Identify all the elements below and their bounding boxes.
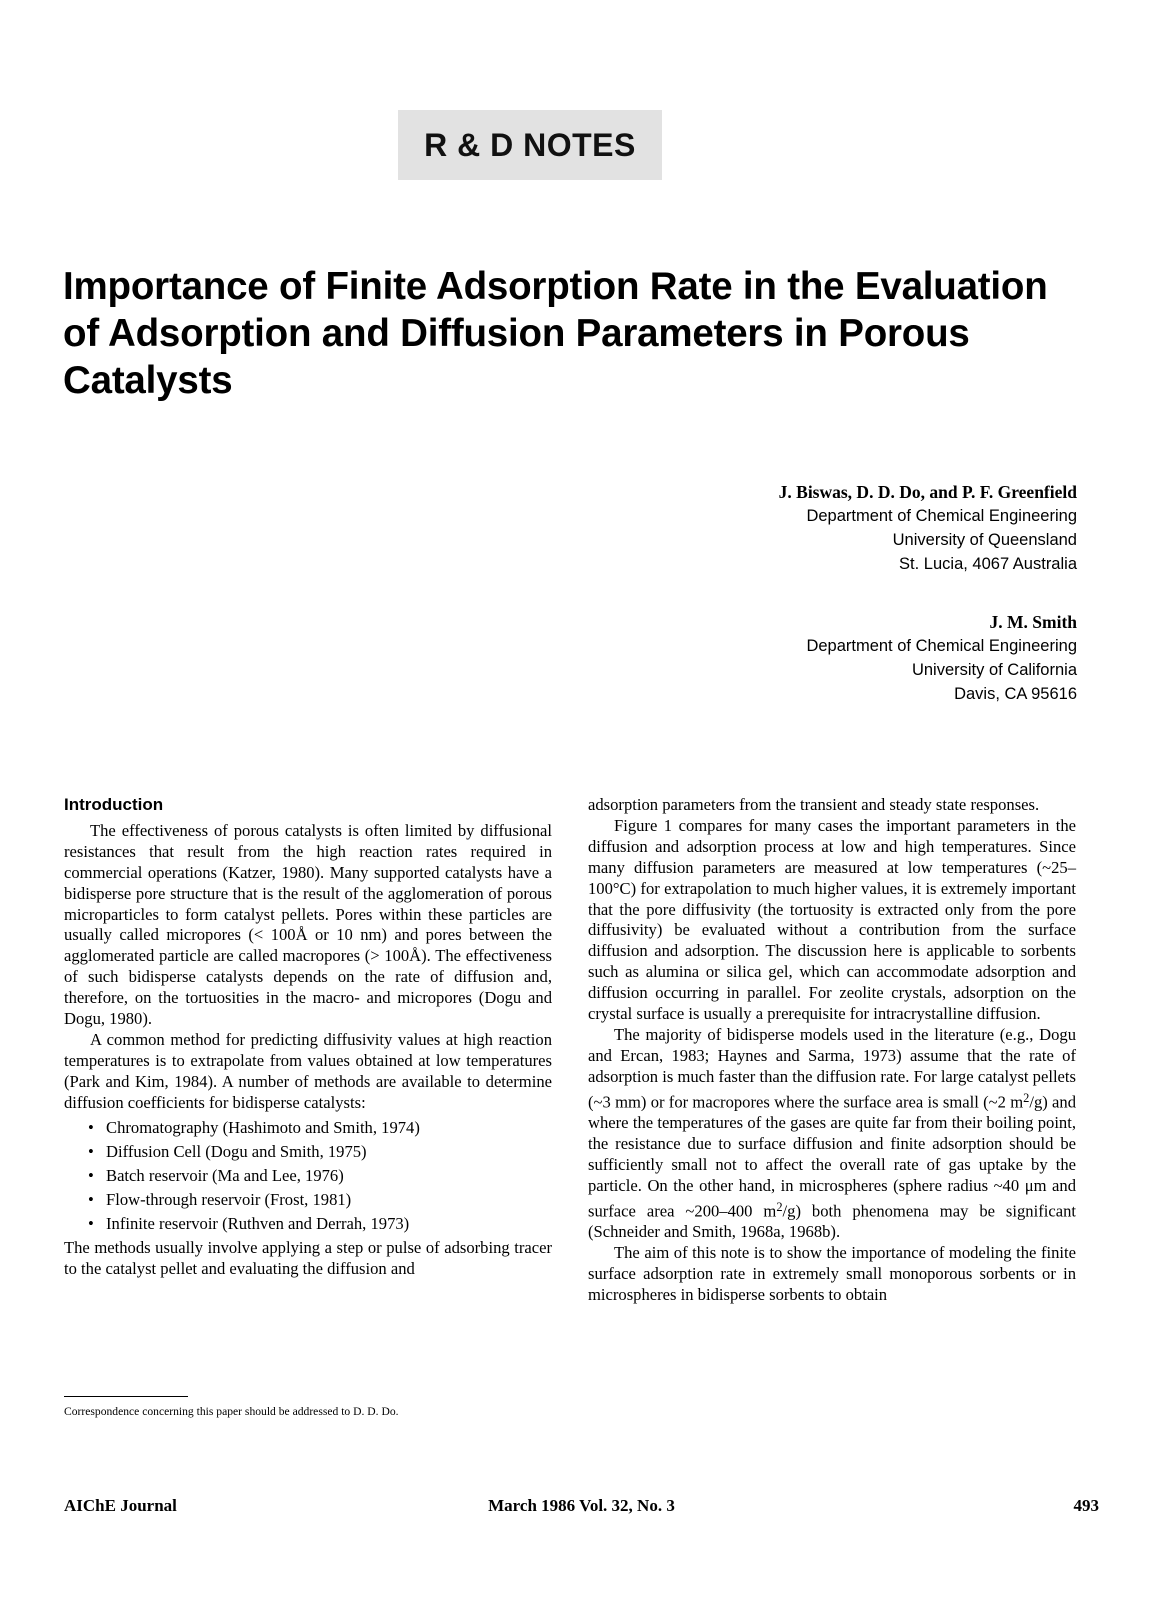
paragraph: The methods usually involve applying a step or pulse of adsorbing tracer to the catalyst pellet and evaluating the diffusion and: [64, 1237, 552, 1278]
section-heading-introduction: Introduction: [64, 795, 164, 814]
affiliation-line: Davis, CA 95616: [954, 685, 1077, 703]
paragraph: The aim of this note is to show the importance of modeling the finite surface adsorption rate in extremely small monoporous sorbents or in microspheres in bidisperse sorbents to obtain: [588, 1243, 1076, 1305]
list-item: • Flow-through reservoir (Frost, 1981): [106, 1188, 552, 1212]
right-column: [588, 795, 1076, 1306]
footer-issue: March 1986 Vol. 32, No. 3: [488, 1496, 675, 1515]
affiliation-line: Department of Chemical Engineering: [806, 637, 1077, 655]
paragraph-fragment: /g) both phenomena may be significant (Schneider and Smith, 1968a, 1968b).: [588, 1201, 1076, 1242]
section-banner: [398, 110, 662, 180]
author-names-group1: J. Biswas, D. D. Do, and P. F. Greenfield: [778, 482, 1077, 502]
paragraph-fragment: /g) and where the temperatures of the gases are quite far from their boiling point, the resistance due to surface diffusion and finite adsorption should be sufficiently small not to affect the overall rate of gas uptake by the particle. On the other hand, in microspheres (sphere radius ~40 μm and surface area ~200–400 m: [588, 1092, 1076, 1221]
list-item: • Chromatography (Hashimoto and Smith, 1974): [106, 1116, 552, 1140]
affiliation-line: St. Lucia, 4067 Australia: [899, 555, 1077, 573]
paragraph: adsorption parameters from the transient and steady state responses.: [588, 795, 1040, 814]
author-names-group2: J. M. Smith: [989, 612, 1077, 632]
affiliation-line: University of California: [911, 661, 1077, 679]
left-column: [64, 795, 552, 1279]
paragraph-fragment: The majority of bidisperse models used in the literature (e.g., Dogu and Ercan, 1983; Haynes and Sarma, 1973) assume that the rate of adsorption is much faster than the diffusion rate. For large catalyst pellets (~3 mm) or for macropores where the surface area is small (~2 m: [588, 1024, 1076, 1112]
author-spacer: [557, 576, 1077, 610]
footer-page-number: 493: [1073, 1496, 1099, 1515]
page-title: Importance of Finite Adsorption Rate in the Evaluation of Adsorption and Diffusion Parameters in Porous Catalysts: [63, 264, 1048, 402]
paragraph: Figure 1 compares for many cases the important parameters in the diffusion and adsorption process at low and high temperatures. Since many diffusion parameters are measured at low temperatures (~25–100°C) for extrapolation to much higher values, it is extremely important that the pore diffusivity (the tortuosity is extracted only from the pore diffusivity) be evaluated without a contribution from the surface diffusion and adsorption. The discussion here is applicable to sorbents such as alumina or silica gel, which can accommodate adsorption and diffusion occurring in parallel. For zeolite crystals, adsorption on the crystal surface is usually a prerequisite for intracrystalline diffusion.: [588, 815, 1076, 1024]
paragraph: [588, 1025, 1076, 1243]
superscript: 2: [776, 1199, 783, 1214]
methods-list: [64, 1116, 552, 1236]
list-item: • Batch reservoir (Ma and Lee, 1976): [106, 1164, 552, 1188]
list-item: • Diffusion Cell (Dogu and Smith, 1975): [106, 1140, 552, 1164]
affiliation-line: Department of Chemical Engineering: [806, 507, 1077, 525]
superscript: 2: [1023, 1090, 1030, 1105]
author-block: [557, 480, 1077, 706]
footnote-divider: [64, 1396, 188, 1397]
list-item: • Infinite reservoir (Ruthven and Derrah, 1973): [106, 1212, 552, 1236]
banner-label: R & D NOTES: [424, 126, 636, 163]
paragraph: The effectiveness of porous catalysts is often limited by diffusional resistances that result from the high reaction rates required in commercial operations (Katzer, 1980). Many supported catalysts have a bidisperse pore structure that is the result of the agglomeration of porous microparticles to form catalyst pellets. Pores within these particles are usually called micropores (< 100Å or 10 nm) and pores between the agglomerated particle are called macropores (> 100Å). The effectiveness of such bidisperse catalysts depends on the rate of diffusion and, therefore, on the tortuosities in the macro- and micropores (Dogu and Dogu, 1980).: [64, 820, 552, 1029]
footnote-text: Correspondence concerning this paper should be addressed to D. D. Do.: [64, 1405, 399, 1418]
footer-journal: AIChE Journal: [64, 1496, 177, 1515]
paragraph: A common method for predicting diffusivity values at high reaction temperatures is to extrapolate from values obtained at low temperatures (Park and Kim, 1984). A number of methods are available to determine diffusion coefficients for bidisperse catalysts:: [64, 1029, 552, 1112]
affiliation-line: University of Queensland: [892, 531, 1077, 549]
